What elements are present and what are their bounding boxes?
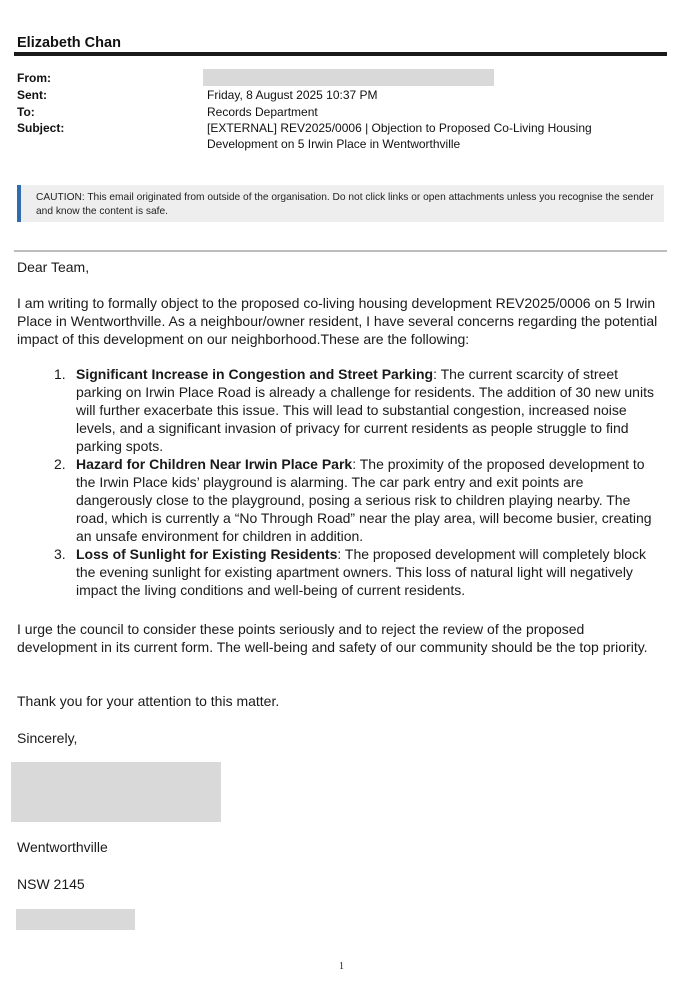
- header-divider: [14, 52, 667, 56]
- closing-paragraph: I urge the council to consider these points seriously and to reject the review of the proposed development in its current form. The well-being and safety of our community should be the top priority.: [17, 621, 648, 655]
- to-label: To:: [17, 105, 35, 119]
- greeting: Dear Team,: [17, 259, 90, 275]
- list-number: 1.: [54, 366, 66, 382]
- subject-value: [EXTERNAL] REV2025/0006 | Objection to Proposed Co-Living Housing Development on 5 Irwin Place in Wentworthville: [207, 121, 592, 151]
- list-item-text: : The proposed development will completely block the evening sunlight for existing apartment owners. This loss of natural light will negatively impact the living conditions and well-being of current residents.: [76, 546, 647, 598]
- list-item-heading: Loss of Sunlight for Existing Residents: [76, 546, 338, 562]
- from-redaction: [203, 69, 494, 86]
- signoff: Sincerely,: [17, 730, 78, 746]
- to-value: Records Department: [207, 105, 318, 119]
- page-number: 1: [339, 961, 344, 972]
- concerns-list: [17, 365, 662, 599]
- sent-label: Sent:: [17, 88, 47, 102]
- list-number: 2.: [54, 456, 66, 472]
- postcode-line: NSW 2145: [17, 876, 85, 892]
- sender-name: Elizabeth Chan: [17, 35, 121, 51]
- list-item: [17, 545, 662, 599]
- from-label: From:: [17, 71, 51, 85]
- caution-banner: CAUTION: This email originated from outside of the organisation. Do not click links or open attachments unless you recognise the sender and know the content is safe.: [17, 185, 664, 222]
- list-item-heading: Hazard for Children Near Irwin Place Park: [76, 456, 353, 472]
- list-item: [17, 455, 662, 545]
- sent-value: Friday, 8 August 2025 10:37 PM: [207, 88, 378, 102]
- list-item-text: : The proximity of the proposed development to the Irwin Place kids’ playground is alarming. The car park entry and exit points are dangerously close to the playground, posing a serious risk to children playing nearby. The road, which is currently a “No Through Road” near the play area, will become busier, creating an unsafe environment for children in addition.: [76, 456, 652, 544]
- list-item: [17, 365, 662, 455]
- list-item-heading: Significant Increase in Congestion and Street Parking: [76, 366, 434, 382]
- body-divider: [14, 250, 667, 252]
- thanks-line: Thank you for your attention to this matter.: [17, 693, 280, 709]
- list-number: 3.: [54, 546, 66, 562]
- contact-redaction: [16, 909, 135, 930]
- intro-paragraph: I am writing to formally object to the proposed co-living housing development REV2025/0006 on 5 Irwin Place in Wentworthville. As a neighbour/owner resident, I have several concerns regarding the potential impact of this development on our neighborhood.These are the following:: [17, 295, 658, 347]
- signature-redaction: [11, 762, 221, 822]
- list-item-text: : The current scarcity of street parking on Irwin Place Road is already a challenge for residents. The addition of 30 new units will further exacerbate this issue. This will lead to substantial congestion, increased noise levels, and a significant invasion of privacy for current residents as people struggle to find parking spots.: [76, 366, 654, 454]
- suburb-line: Wentworthville: [17, 839, 108, 855]
- subject-label: Subject:: [17, 121, 65, 135]
